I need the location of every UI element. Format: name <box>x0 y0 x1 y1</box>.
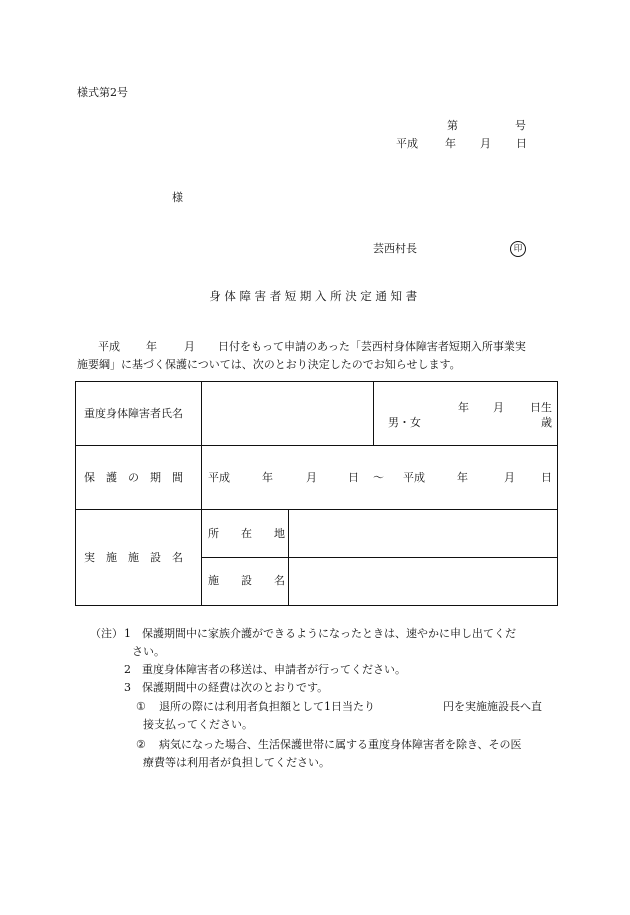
note-1-number: 1 <box>124 627 131 640</box>
period-end-year: 年 <box>457 471 468 484</box>
period-end-era: 平成 <box>403 471 425 484</box>
intro-line2: 施要綱」に基づく保護については、次のとおり決定したのでお知らせします。 <box>77 358 461 371</box>
note-3-number: 3 <box>124 681 131 694</box>
label-facility-name-main: 実 施 施 設 名 <box>84 551 183 564</box>
age-unit: 歳 <box>541 416 552 429</box>
issue-month: 月 <box>480 137 491 150</box>
label-location: 所 在 地 <box>208 527 285 540</box>
label-person-name: 重度身体障害者氏名 <box>84 407 183 420</box>
sub-1-text-b: 円を実施施設長へ直 <box>443 700 542 713</box>
note-2: 重度身体障害者の移送は、申請者が行ってください。 <box>142 663 406 676</box>
sub-1-line2: 接支払ってください。 <box>143 718 253 731</box>
document-title: 身体障害者短期入所決定通知書 <box>209 289 421 303</box>
notes-marker: （注） <box>90 627 123 640</box>
sub-1-text-a: 退所の際には利用者負担額として1日当たり <box>159 700 375 713</box>
period-start-month: 月 <box>306 471 317 484</box>
issuer-block <box>373 242 533 258</box>
intro-era: 平成 <box>98 340 120 353</box>
label-protection-period: 保 護 の 期 間 <box>84 471 183 484</box>
period-start-era: 平成 <box>208 471 230 484</box>
issue-no-prefix: 第 <box>447 119 458 132</box>
intro-line1: 日付をもって申請のあった「芸西村身体障害者短期入所事業実 <box>218 340 526 353</box>
intro-paragraph <box>77 338 557 374</box>
form-number: 様式第2号 <box>77 86 128 99</box>
issue-day: 日 <box>516 137 527 150</box>
facility-input-cell[interactable] <box>289 558 557 605</box>
birth-year: 年 <box>458 401 469 414</box>
period-end-day: 日 <box>541 471 552 484</box>
birth-month: 月 <box>493 401 504 414</box>
period-start-year: 年 <box>262 471 273 484</box>
sub-2-mark: ② <box>136 738 146 751</box>
period-tilde: ～ <box>373 471 384 484</box>
intro-year: 年 <box>146 340 157 353</box>
intro-month: 月 <box>184 340 195 353</box>
sub-1-mark: ① <box>136 700 146 713</box>
sex-choice: 男・女 <box>388 416 421 429</box>
note-3: 保護期間中の経費は次のとおりです。 <box>142 681 329 694</box>
name-input-cell[interactable] <box>202 382 373 445</box>
sub-2-line2: 療費等は利用者が負担してください。 <box>143 756 330 769</box>
issue-no-suffix: 号 <box>515 119 526 132</box>
issue-era: 平成 <box>396 137 418 150</box>
period-start-day: 日 <box>348 471 359 484</box>
issue-date <box>396 137 531 151</box>
birth-day: 日生 <box>530 401 552 414</box>
note-1-line1: 保護期間中に家族介護ができるようになったときは、速やかに申し出てくだ <box>142 627 516 640</box>
decision-table <box>75 381 558 606</box>
period-end-month: 月 <box>504 471 515 484</box>
label-facility-name: 施 設 名 <box>208 574 285 587</box>
sub-2-line1: 病気になった場合、生活保護世帯に属する重度身体障害者を除き、その医 <box>159 738 522 751</box>
location-input-cell[interactable] <box>289 510 557 557</box>
recipient-honorific: 様 <box>172 191 183 204</box>
seal-mark: 印 <box>510 241 526 257</box>
issue-year: 年 <box>445 137 456 150</box>
note-1-line2: さい。 <box>132 645 165 658</box>
note-2-number: 2 <box>124 663 131 676</box>
issuer-title: 芸西村長 <box>373 242 417 255</box>
